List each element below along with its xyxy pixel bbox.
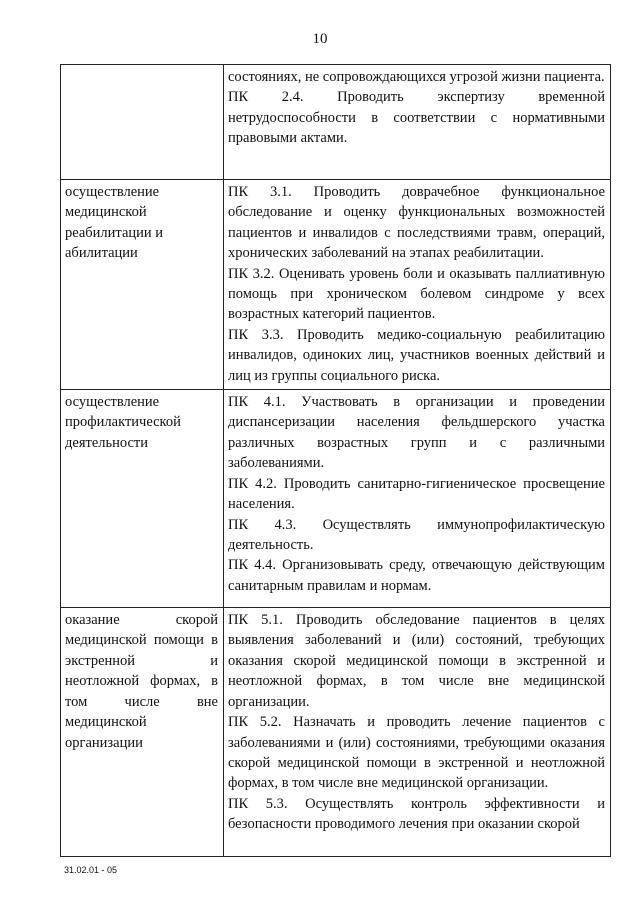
document-code: 31.02.01 - 05 [64,865,118,875]
table-row [61,180,611,390]
competency-item: ПК 4.4. Организовывать среду, отвечающую действующим санитарным правилам и нормам. [228,557,605,594]
competency-item: ПК 4.2. Проводить санитарно-гигиеническое просвещение населения. [228,475,605,513]
competency-table [60,64,611,857]
page-number: 10 [312,31,328,47]
competency-item: ПК 5.2. Назначать и проводить лечение пациентов с заболеваниями и (или) состояниями, требующими оказания скорой медицинской помощи в экстренной и неотложной формах, в том числе вне медицинской организации. [228,714,605,792]
competencies-cell [224,390,611,608]
activity-area-cell: осуществление медицинской реабилитации и абилитации [61,180,224,390]
competency-item: ПК 4.3. Осуществлять иммунопрофилактическую деятельность. [228,516,605,553]
table-row [61,65,611,180]
competencies-cell [224,180,611,390]
competency-item: ПК 3.3. Проводить медико-социальную реабилитацию инвалидов, одиноких лиц, участников военных действий и лиц из группы социального риска. [228,326,605,384]
table-row [61,390,611,608]
table-row [61,608,611,857]
activity-area-cell: оказание скорой медицинской помощи в экстренной и неотложной формах, в том числе вне медицинской организации [61,608,224,857]
competency-item: ПК 4.1. Участвовать в организации и проведении диспансеризации населения фельдшерского участка различных возрастных групп и с различными заболеваниями. [228,394,605,472]
activity-area-cell [61,65,224,180]
competency-item: ПК 2.4. Проводить экспертизу временной нетрудоспособности в соответствии с нормативными правовыми актами. [228,89,605,147]
competency-item: состояниях, не сопровождающихся угрозой жизни пациента. [228,69,605,85]
competency-item: ПК 3.1. Проводить доврачебное функциональное обследование и оценку функциональных возможностей пациентов и инвалидов с последствиями травм, операций, хронических заболеваний на этапах реабилитации. [228,184,605,262]
competencies-cell [224,608,611,857]
competency-item: ПК 3.2. Оценивать уровень боли и оказывать паллиативную помощь при хроническом болевом синдроме у всех возрастных категорий пациентов. [228,265,605,323]
competency-item: ПК 5.1. Проводить обследование пациентов в целях выявления заболеваний и (или) состояний, требующих оказания скорой медицинской помощи в экстренной и неотложной формах, в том числе вне медицинской организации. [228,612,605,710]
competency-item: ПК 5.3. Осуществлять контроль эффективности и безопасности проводимого лечения при оказании скорой [228,795,605,833]
activity-area-cell: осуществление профилактической деятельности [61,390,224,608]
competencies-cell [224,65,611,180]
